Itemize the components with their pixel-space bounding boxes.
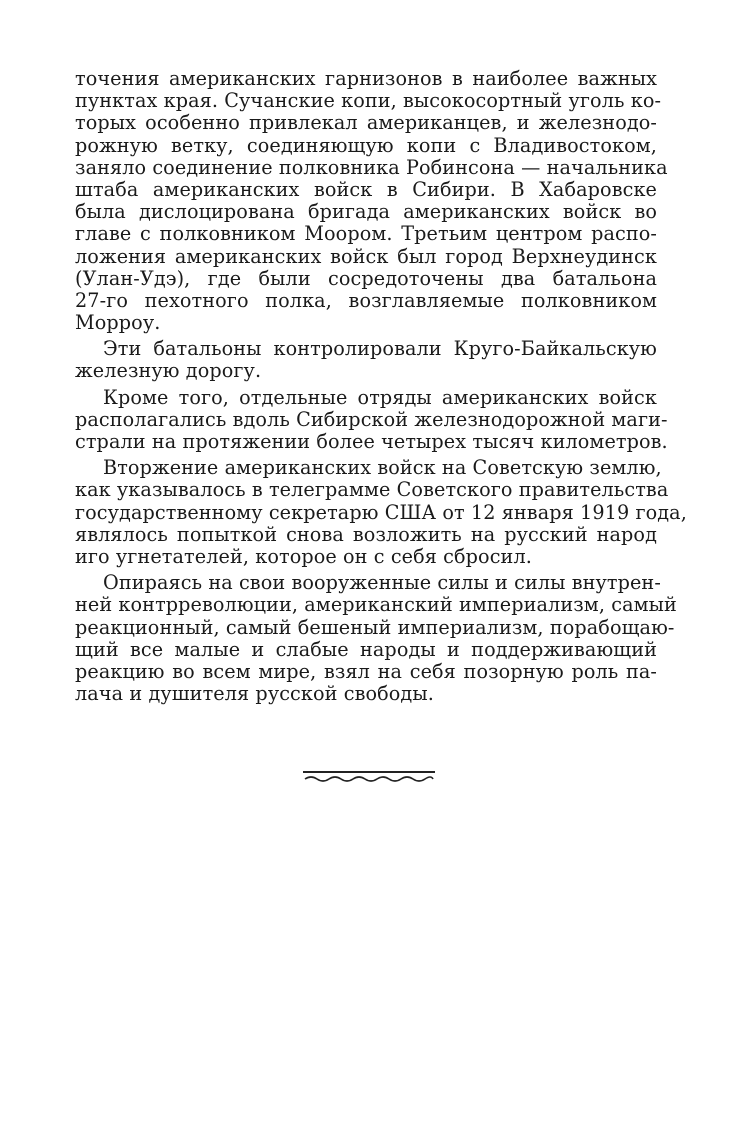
text-line: была дислоцирована бригада американских войск во (75, 200, 657, 224)
text-line: штаба американских войск в Сибири. В Хабаровске (75, 177, 657, 201)
text-line: государственному секретарю США от 12 января 1919 года, (75, 500, 687, 524)
paragraph-2 (75, 338, 657, 382)
text-line: иго угнетателей, которое он с себя сбросил. (75, 544, 532, 568)
paragraph-5 (75, 571, 677, 706)
text-line: ней контрреволюции, американский империализм, самый (75, 593, 677, 617)
text-line: точения американских гарнизонов в наиболее важных (75, 67, 657, 90)
paragraph-4 (75, 456, 687, 568)
text-line: заняло соединение полковника Робинсона — начальника (75, 155, 668, 179)
text-line: Вторжение американских войск на Советскую землю, (103, 456, 662, 480)
text-line: железную дорогу. (75, 359, 262, 383)
text-line: как указывалось в телеграмме Советского правительства (75, 478, 669, 502)
text-line: Эти батальоны контролировали Круго-Байкальскую (103, 337, 657, 361)
text-line: рожную ветку, соединяющую копи с Владивостоком, (75, 133, 657, 157)
text-line: реакцию во всем мире, взял на себя позорную роль па- (75, 659, 657, 683)
text-line: лача и душителя русской свободы. (75, 682, 434, 706)
end-ornament-divider (303, 768, 435, 786)
text-line: (Улан-Удэ), где были сосредоточены два батальона (75, 266, 657, 290)
text-line: торых особенно привлекал американцев, и железнодо- (75, 111, 657, 135)
text-line: Опираясь на свои вооруженные силы и силы внутрен- (103, 571, 661, 595)
page-text (75, 67, 687, 706)
text-line: пунктах края. Сучанские копи, высокосортный уголь ко- (75, 89, 662, 113)
text-line: главе с полковником Моором. Третьим центром распо- (75, 222, 657, 246)
paragraph-1 (75, 67, 668, 335)
text-line: являлось попыткой снова возложить на русский народ (75, 522, 657, 546)
wavy-line-icon (305, 777, 433, 781)
text-line: 27-го пехотного полка, возглавляемые полковником (75, 288, 657, 312)
text-line: щий все малые и слабые народы и поддерживающий (75, 637, 657, 661)
text-line: страли на протяжении более четырех тысяч километров. (75, 430, 668, 453)
text-line: Кроме того, отдельные отряды американских войск (103, 385, 657, 409)
text-line: ложения американских войск был город Верхнеудинск (75, 244, 657, 268)
text-line: располагались вдоль Сибирской железнодорожной маги- (75, 407, 668, 431)
text-line: реакционный, самый бешеный империализм, порабощаю- (75, 615, 675, 639)
paragraph-3 (75, 385, 668, 454)
text-line: Морроу. (75, 311, 161, 335)
